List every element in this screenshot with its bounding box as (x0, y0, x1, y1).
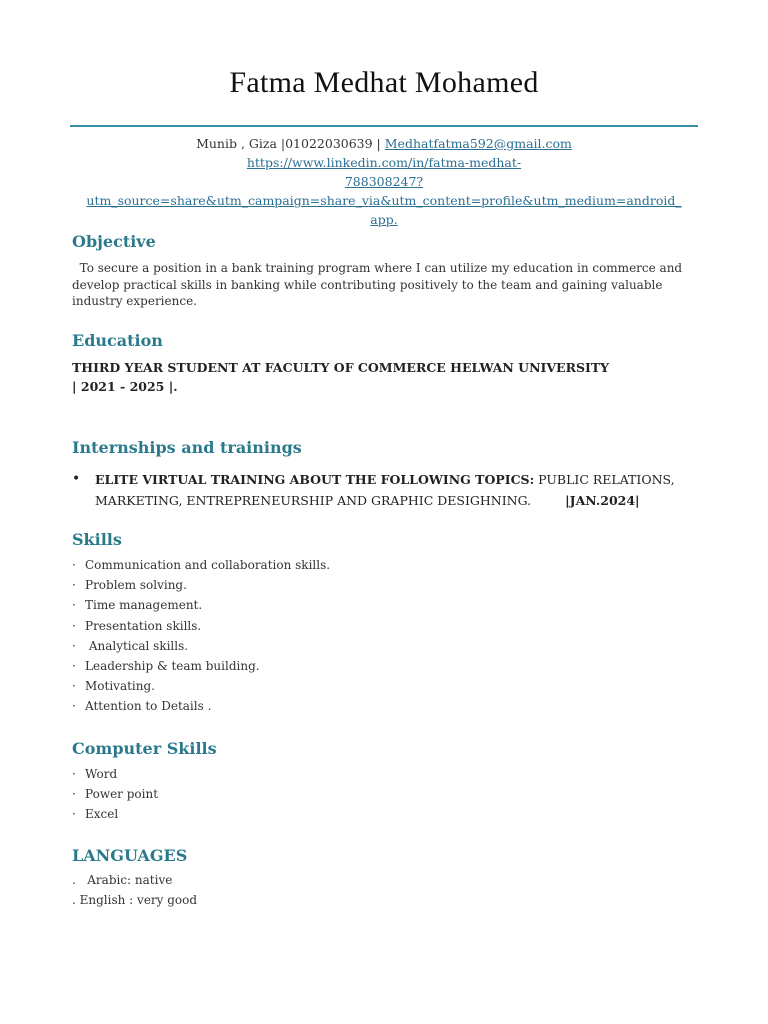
computer-skill-item (72, 764, 158, 784)
linkedin-link[interactable] (70, 153, 698, 229)
skill-item-label: Presentation skills. (85, 618, 202, 633)
education-degree: THIRD YEAR STUDENT AT FACULTY OF COMMERCE HELWAN UNIVERSITY (72, 360, 610, 375)
bullet-icon: · (72, 679, 76, 694)
computer-skill-item (72, 784, 158, 804)
language-item: . Arabic: native (72, 873, 173, 887)
skill-item (72, 696, 330, 716)
skill-item (72, 575, 330, 595)
education-heading: Education (72, 331, 163, 350)
bullet-icon: · (72, 659, 76, 674)
computer-skills-heading: Computer Skills (72, 739, 217, 758)
linkedin-link-line2[interactable]: 788308247?utm_source=share&utm_campaign=share_via&utm_content=profile&utm_medium=android_ (86, 174, 682, 208)
internship-date: |JAN.2024| (565, 493, 640, 508)
computer-skill-item (72, 804, 158, 824)
internship-title: ELITE VIRTUAL TRAINING ABOUT THE FOLLOWING TOPICS: (95, 472, 535, 487)
skill-item (72, 636, 330, 656)
bullet-icon: · (72, 638, 76, 653)
contact-line (70, 134, 698, 153)
language-item: . English : very good (72, 893, 198, 907)
objective-text: To secure a position in a bank training program where I can utilize my education in commerce and develop practical skills in banking while contributing positively to the team and gaining valuable industry experience. (72, 261, 686, 308)
email-link[interactable]: Medhatfatma592@gmail.com (384, 136, 572, 151)
internship-text (95, 469, 695, 511)
contact-block (70, 134, 698, 229)
internship-topics-line2: MARKETING, ENTREPRENEURSHIP AND GRAPHIC DESIGHNING. (95, 493, 532, 508)
skill-item (72, 595, 330, 615)
computer-skill-item-label: Excel (85, 807, 119, 822)
computer-skill-item-label: Power point (85, 787, 159, 802)
internship-topics-line1: PUBLIC RELATIONS, (534, 472, 675, 487)
bullet-icon: · (72, 807, 76, 822)
languages-heading: LANGUAGES (72, 846, 188, 865)
skills-heading: Skills (72, 530, 122, 549)
skill-item-label: Attention to Details . (85, 699, 212, 714)
objective-heading: Objective (72, 232, 156, 251)
skill-item-label: Time management. (85, 598, 203, 613)
skill-item-label: Communication and collaboration skills. (85, 558, 331, 572)
linkedin-link-line1[interactable]: https://www.linkedin.com/in/fatma-medhat- (246, 155, 522, 170)
bullet-icon: • (72, 471, 81, 487)
bullet-icon: · (72, 558, 76, 572)
bullet-icon: · (72, 598, 76, 613)
skill-item-label: Analytical skills. (85, 638, 189, 653)
skill-item-label: Leadership & team building. (85, 659, 260, 674)
skill-item (72, 555, 330, 575)
bullet-icon: · (72, 618, 76, 633)
resume-name: Fatma Medhat Mohamed (229, 66, 539, 99)
skill-item (72, 656, 330, 676)
education-entry (72, 358, 609, 396)
bullet-icon: · (72, 787, 76, 802)
skill-item-label: Motivating. (85, 679, 155, 694)
bullet-icon: · (72, 578, 76, 593)
skill-item (72, 616, 330, 636)
bullet-icon: · (72, 699, 76, 714)
computer-skill-item-label: Word (85, 767, 118, 781)
header-divider (70, 125, 698, 127)
computer-skills-list (72, 764, 158, 825)
skills-list (72, 555, 330, 717)
bullet-icon: · (72, 767, 76, 781)
skill-item (72, 676, 330, 696)
languages-list (72, 870, 197, 910)
education-years: | 2021 - 2025 |. (72, 379, 178, 394)
skill-item-label: Problem solving. (85, 578, 187, 593)
linkedin-link-line3[interactable]: app. (370, 212, 398, 227)
internships-heading: Internships and trainings (72, 438, 302, 457)
contact-location-phone: Munib , Giza |01022030639 | (196, 136, 385, 151)
